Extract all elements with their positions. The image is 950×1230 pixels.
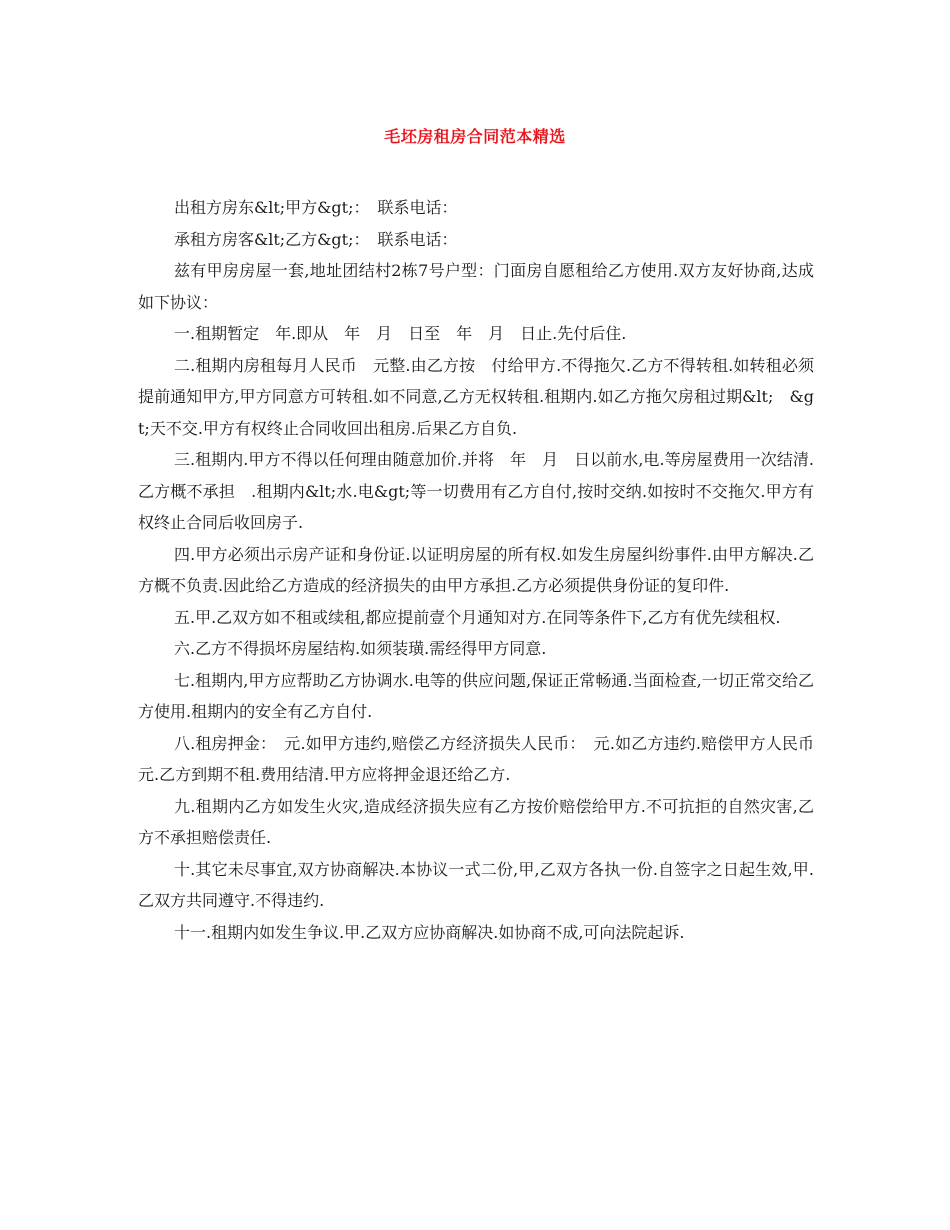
paragraph-clause-11: 十一.租期内如发生争议.甲.乙双方应协商解决.如协商不成,可向法院起诉. (174, 922, 685, 942)
paragraph-clause-1: 一.租期暂定 年.即从 年 月 日至 年 月 日止.先付后住. (174, 324, 627, 343)
paragraph-lessee: 承租方房客&lt;乙方&gt;： 联系电话： (174, 229, 458, 249)
paragraph-clause-3: 三.租期内.甲方不得以任何理由随意加价.并将 年 月 日以前水,电.等房屋费用一次结清.乙方概不承担 .租期内&lt;水.电&gt;等一切费用有乙方自付,按时交纳.如按时不交拖欠.甲方有权终止合同后收回房子. (138, 450, 814, 532)
paragraph-clause-5: 五.甲.乙双方如不租或续租,都应提前壹个月通知对方.在同等条件下,乙方有优先续租权. (174, 607, 781, 627)
paragraph-clause-2: 二.租期内房租每月人民币 元整.由乙方按 付给甲方.不得拖欠.乙方不得转租.如转租必须提前通知甲方,甲方同意方可转租.如不同意,乙方无权转租.租期内.如乙方拖欠房租过期&lt; &gt;天不交.甲方有权终止合同收回出租房.后果乙方自负. (138, 355, 814, 438)
paragraph-clause-7: 七.租期内,甲方应帮助乙方协调水.电等的供应问题,保证正常畅通.当面检查,一切正常交给乙方使用.租期内的安全有乙方自付. (138, 670, 814, 721)
paragraph-clause-6: 六.乙方不得损坏房屋结构.如须装璜.需经得甲方同意. (174, 639, 547, 658)
document-body (138, 192, 831, 948)
paragraph-clause-10: 十.其它未尽事宜,双方协商解决.本协议一式二份,甲,乙双方各执一份.自签字之日起生效,甲.乙双方共同遵守.不得违约. (138, 859, 814, 910)
paragraph-intro: 兹有甲房房屋一套,地址团结村2栋7号户型：门面房自愿租给乙方使用.双方友好协商,达成如下协议： (138, 261, 814, 312)
document-title: 毛坯房租房合同范本精选 (384, 127, 566, 146)
paragraph-clause-4: 四.甲方必须出示房产证和身份证.以证明房屋的所有权.如发生房屋纠纷事件.由甲方解决.乙方概不负责.因此给乙方造成的经济损失的由甲方承担.乙方必须提供身份证的复印件. (138, 544, 814, 595)
paragraph-clause-8: 八.租房押金： 元.如甲方违约,赔偿乙方经济损失人民币： 元.如乙方违约.赔偿甲方人民币 元.乙方到期不租.费用结清.甲方应将押金退还给乙方. (138, 733, 831, 784)
paragraph-lessor: 出租方房东&lt;甲方&gt;： 联系电话： (174, 198, 458, 217)
paragraph-clause-9: 九.租期内乙方如发生火灾,造成经济损失应有乙方按价赔偿给甲方.不可抗拒的自然灾害,乙方不承担赔偿责任. (138, 796, 814, 847)
